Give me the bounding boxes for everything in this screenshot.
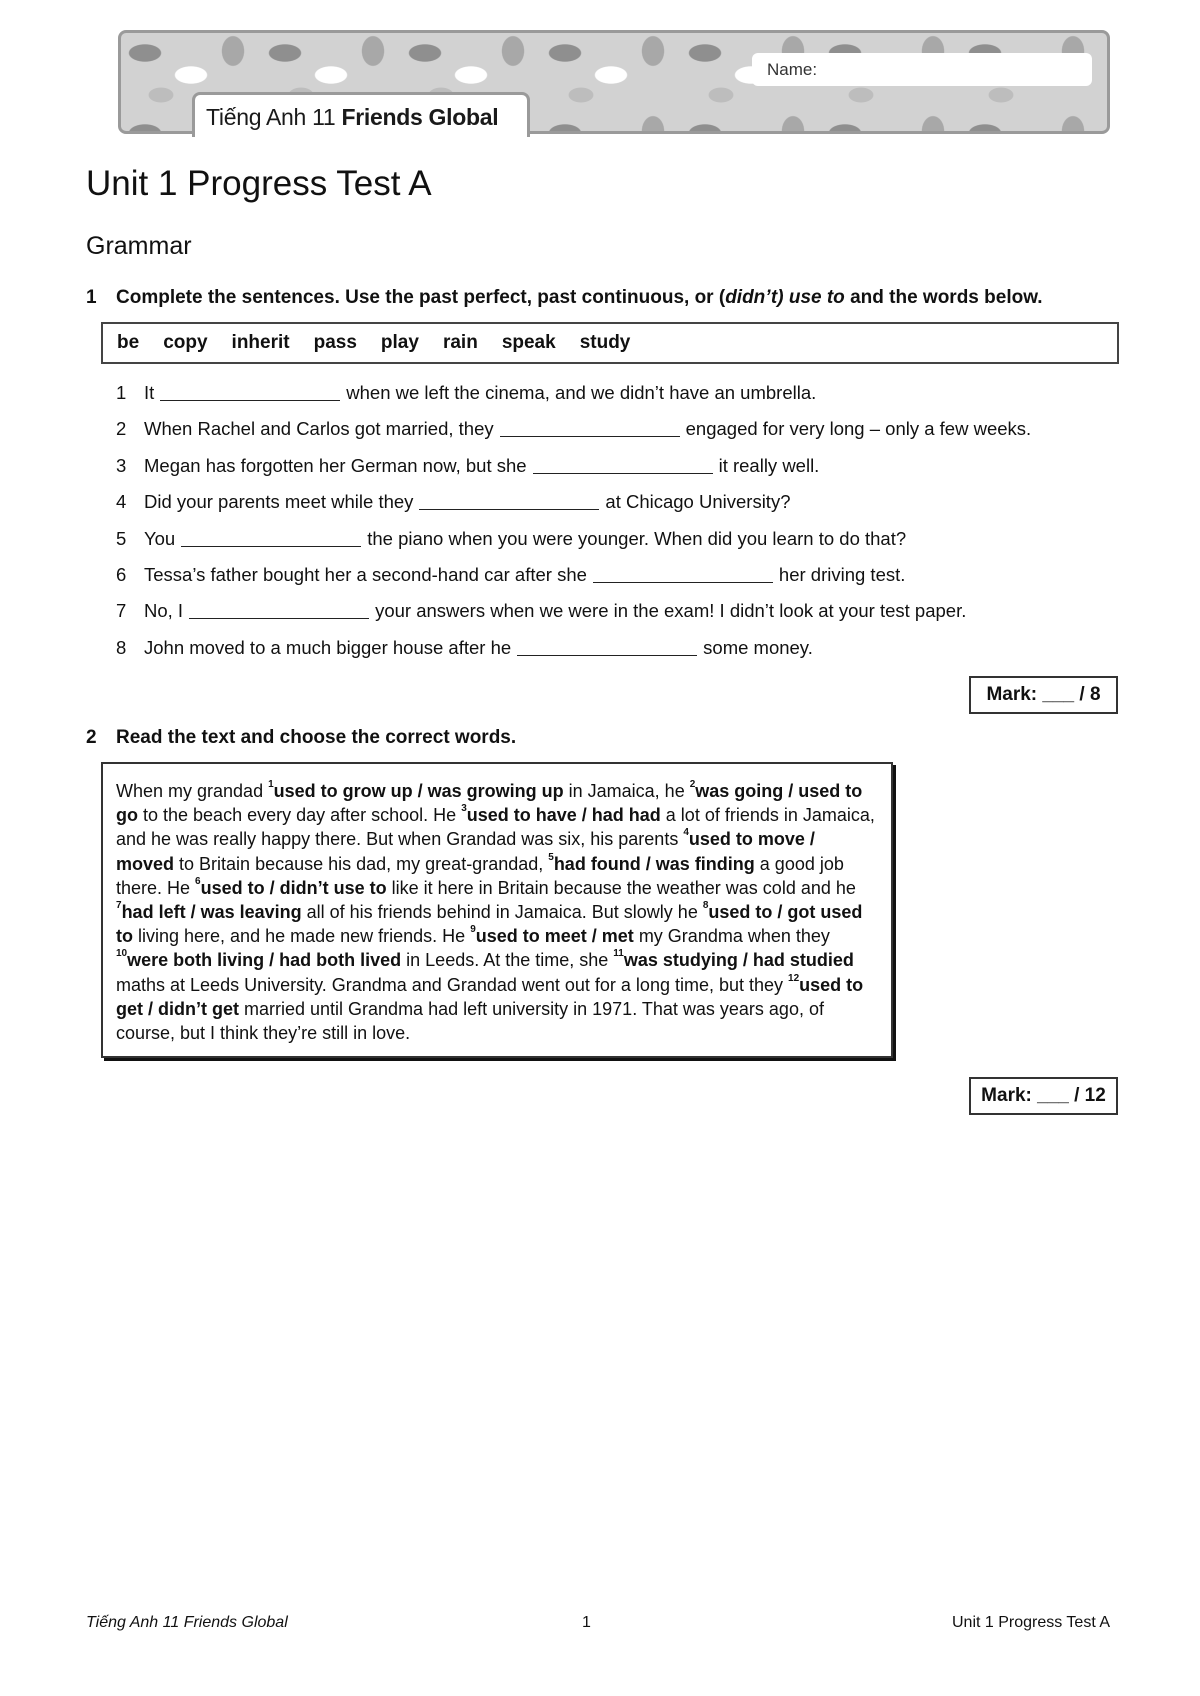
name-label: Name:: [767, 60, 818, 79]
exercise1-item: 1 It when we left the cinema, and we didn’t have an umbrella.: [116, 382, 817, 403]
exercise2-instruction: 2 Read the text and choose the correct words.: [86, 727, 517, 748]
word-bank: [101, 322, 1119, 364]
exercise1-item: 6 Tessa’s father bought her a second-hand car after she her driving test.: [116, 563, 906, 585]
choice-2[interactable]: was going / used to go: [116, 781, 863, 826]
book-title: Tiếng Anh 11 Friends Global: [206, 104, 499, 130]
exercise1-item: 7 No, I your answers when we were in the exam! I didn’t look at your test paper.: [116, 600, 967, 622]
answer-blank[interactable]: [419, 491, 599, 510]
word-bank-item: pass: [313, 332, 357, 353]
word-bank-item: rain: [442, 332, 478, 353]
footer-book-title: Tiếng Anh 11 Friends Global: [86, 1614, 288, 1631]
exercise1-item: 2 When Rachel and Carlos got married, they engaged for very long – only a few weeks.: [116, 418, 1032, 440]
word-bank-item: be: [117, 332, 140, 353]
choice-12[interactable]: used to get / didn’t get: [116, 974, 864, 1019]
word-bank-item: study: [579, 332, 631, 353]
answer-blank[interactable]: [189, 600, 369, 619]
choice-3[interactable]: used to have / had had: [466, 805, 661, 826]
reading-text-box: When my grandad $^1$used to grow up / was growing up in Jamaica, he $^2$was going / used to go to the beach every day after school. He $^3$used to have / had had a lot of friends in Jamaica, and he was really happy there. But when Grandad was six, his parents $^4$used to move / moved to Britain because his dad, my great-grandad, $^5$had found / was finding a good job there. He $^6$used to / didn’t use to like it here in Britain because the weather was cold and he $^7$had left / was leaving all of his friends behind in Jamaica. But slowly he $^8$used to / got used to living here, and he made new friends. He $^9$used to meet / met my Grandma when they $^{10}$were both living / had both lived in Leeds. At the time, she $^{11}$was studying / had studied maths at Leeds University. Grandma and Grandad went out for a long time, but they $^{12}$used to get / didn’t get married until Grandma had left university in 1971. That was years ago, of course, but I think they’re still in love.: [101, 762, 893, 1058]
choice-8[interactable]: used to / got used to: [116, 902, 863, 947]
word-bank-item: speak: [501, 332, 556, 353]
footer-test-title: Unit 1 Progress Test A: [952, 1614, 1110, 1631]
exercise2-mark-box: Mark: ___ / 12: [969, 1077, 1118, 1115]
exercise1-item: 8 John moved to a much bigger house after he some money.: [116, 636, 813, 658]
page-number: 1: [582, 1614, 591, 1631]
word-bank-item: inherit: [231, 332, 290, 353]
exercise1-item: 5 You the piano when you were younger. When did you learn to do that?: [116, 527, 907, 549]
choice-1[interactable]: used to grow up / was growing up: [273, 781, 564, 801]
choice-6[interactable]: used to / didn’t use to: [200, 877, 387, 898]
choice-5[interactable]: had found / was finding: [553, 853, 755, 874]
page-title: Unit 1 Progress Test A: [86, 164, 432, 203]
section-title: Grammar: [86, 232, 192, 260]
exercise1-item: 3 Megan has forgotten her German now, but she it really well.: [116, 454, 820, 476]
answer-blank[interactable]: [517, 637, 697, 656]
word-bank-item: play: [380, 332, 419, 353]
choice-4[interactable]: used to move / moved: [116, 829, 815, 874]
exercise1-items: [116, 382, 1116, 673]
exercise1-mark-box: Mark: ___ / 8: [969, 676, 1118, 714]
choice-10[interactable]: were both living / had both lived: [127, 950, 402, 971]
answer-blank[interactable]: [500, 418, 680, 437]
answer-blank[interactable]: [181, 528, 361, 547]
answer-blank[interactable]: [160, 382, 340, 401]
answer-blank[interactable]: [593, 564, 773, 583]
choice-7[interactable]: had left / was leaving: [121, 902, 302, 923]
exercise1-item: 4 Did your parents meet while they at Chicago University?: [116, 491, 791, 513]
word-bank-item: copy: [163, 332, 208, 353]
answer-blank[interactable]: [533, 455, 713, 474]
choice-11[interactable]: was studying / had studied: [623, 950, 854, 971]
choice-9[interactable]: used to meet / met: [475, 926, 634, 947]
exercise1-instruction: 1 Complete the sentences. Use the past perfect, past continuous, or (didn’t) use to and the words below.: [86, 287, 1043, 308]
